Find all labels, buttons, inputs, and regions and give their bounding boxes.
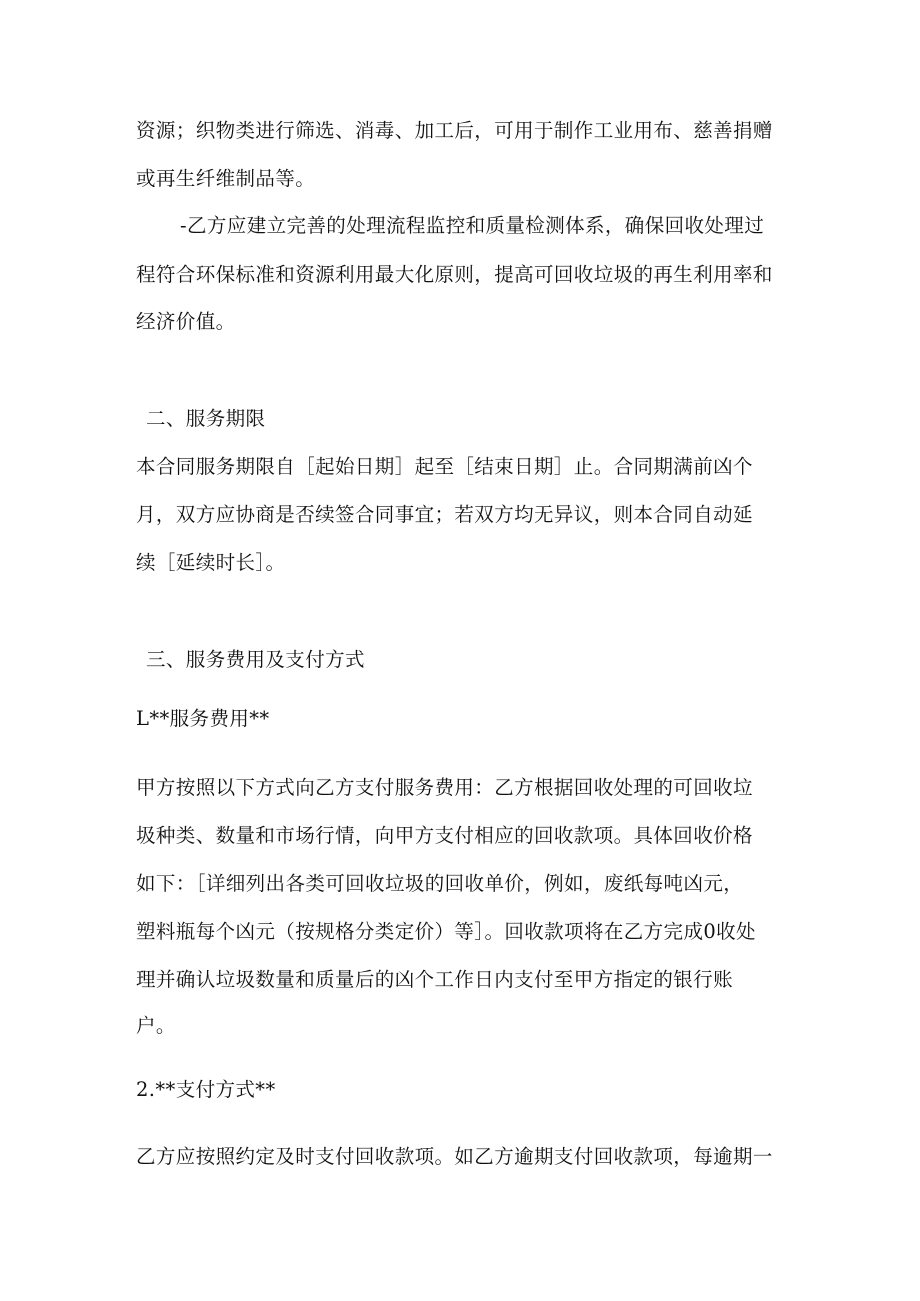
paragraph-line: 如下：［详细列出各类可回收垃圾的回收单价，例如，废纸每吨凶元， (136, 872, 744, 895)
paragraph-line: 圾种类、数量和市场行情，向甲方支付相应的回收款项。具体回收价格 (136, 824, 753, 847)
paragraph-line: 乙方应按照约定及时支付回收款项。如乙方逾期支付回收款项，每逾期一 (136, 1145, 773, 1168)
paragraph-line: 经济价值。 (136, 310, 236, 333)
paragraph-line: 或再生纤维制品等。 (136, 167, 316, 190)
paragraph-line: 程符合环保标准和资源利用最大化原则，提高可回收垃圾的再生利用率和 (136, 263, 773, 286)
subsection-title: 2.**支付方式** (136, 1078, 276, 1101)
section-heading: 三、服务费用及支付方式 (146, 648, 365, 671)
paragraph-line: 甲方按照以下方式向乙方支付服务费用：乙方根据回收处理的可回收垃 (136, 776, 753, 799)
subsection-title: L**服务费用** (136, 707, 270, 730)
paragraph-line: 理并确认垃圾数量和质量后的凶个工作日内支付至甲方指定的银行账 (136, 968, 734, 991)
section-heading: 二、服务期限 (146, 407, 266, 430)
paragraph-line: 月，双方应协商是否续签合同事宜；若双方均无异议，则本合同自动延 (136, 503, 753, 526)
paragraph-line: 户。 (136, 1014, 176, 1037)
paragraph-line: 续［延续时长］。 (136, 551, 286, 574)
paragraph-line: 本合同服务期限自［起始日期］起至［结束日期］止。合同期满前凶个 (136, 455, 753, 478)
paragraph-line: 资源；织物类进行筛选、消毒、加工后，可用于制作工业用布、慈善捐赠 (136, 119, 773, 142)
paragraph-line: -乙方应建立完善的处理流程监控和质量检测体系，确保回收处理过 (180, 214, 765, 237)
paragraph-line: 塑料瓶每个凶元（按规格分类定价）等］。回收款项将在乙方完成0收处 (136, 920, 756, 943)
